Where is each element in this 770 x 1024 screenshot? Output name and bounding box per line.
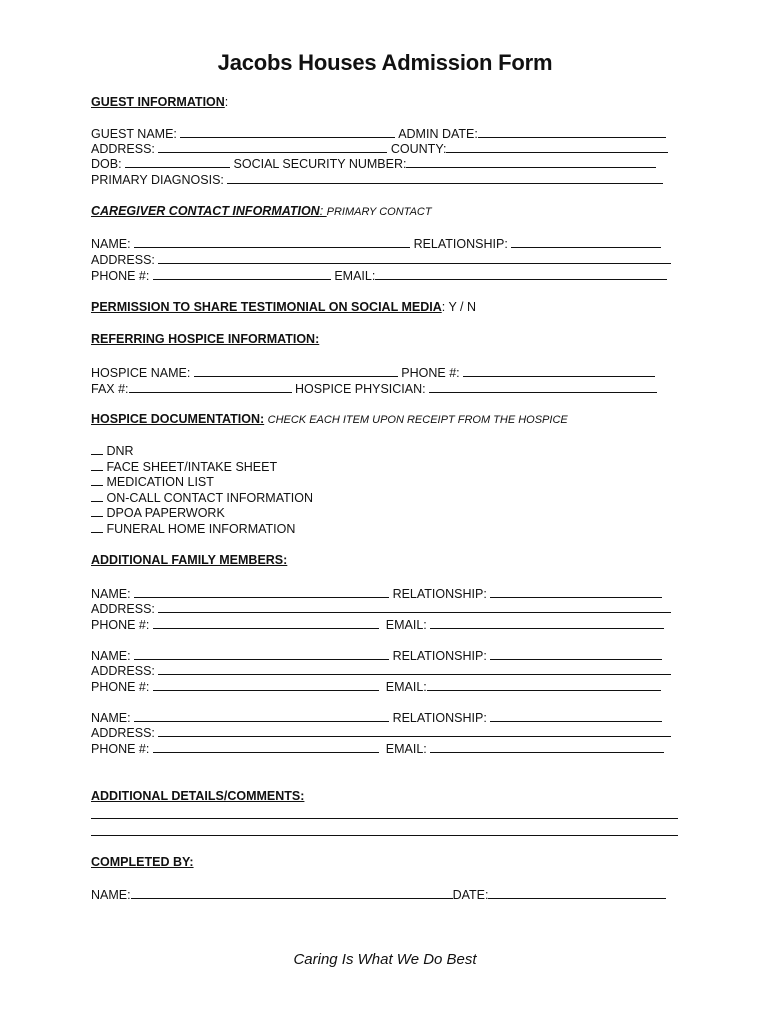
doc-item[interactable]: FACE SHEET/INTAKE SHEET	[91, 459, 277, 475]
physician-label: HOSPICE PHYSICIAN:	[295, 382, 426, 396]
caregiver-relationship-field[interactable]	[511, 236, 661, 248]
caregiver-phone-field[interactable]	[153, 268, 331, 280]
family-relationship-field[interactable]	[490, 710, 662, 722]
guest-section-header: GUEST INFORMATION:	[91, 95, 229, 109]
footer-tagline: Caring Is What We Do Best	[293, 951, 477, 968]
family-name-field[interactable]	[134, 710, 389, 722]
doc-item[interactable]: DPOA PAPERWORK	[91, 505, 225, 521]
caregiver-email-label: EMAIL:	[334, 269, 376, 283]
diagnosis-row	[91, 172, 663, 188]
guest-address-field[interactable]	[158, 141, 387, 153]
caregiver-email-field[interactable]	[375, 268, 667, 280]
dob-label: DOB:	[91, 157, 122, 171]
family-address-field[interactable]	[158, 725, 671, 737]
county-label: COUNTY:	[390, 142, 447, 156]
fax-field[interactable]	[129, 381, 292, 393]
primary-contact-note: PRIMARY CONTACT	[326, 206, 432, 218]
doc-item[interactable]: MEDICATION LIST	[91, 474, 214, 490]
checkbox-blank[interactable]	[91, 443, 103, 455]
family-address-field[interactable]	[158, 601, 671, 613]
guest-address-label: ADDRESS:	[91, 142, 155, 156]
caregiver-address-row	[91, 252, 671, 268]
family-email-field[interactable]	[430, 617, 664, 629]
family-section-header: ADDITIONAL FAMILY MEMBERS:	[91, 553, 288, 567]
caregiver-relationship-label: RELATIONSHIP:	[413, 237, 508, 251]
guest-name-label: GUEST NAME:	[91, 127, 177, 141]
caregiver-phone-label: PHONE #:	[91, 269, 150, 283]
permission-header: PERMISSION TO SHARE TESTIMONIAL ON SOCIAL MEDIA	[91, 300, 442, 314]
county-field[interactable]	[446, 141, 668, 153]
family-phone-row: PHONE #: EMAIL:	[91, 741, 664, 757]
completed-date-field[interactable]	[488, 887, 666, 899]
caregiver-phone-row	[91, 268, 667, 284]
hospice-phone-label: PHONE #:	[401, 366, 460, 380]
checkbox-blank[interactable]	[91, 521, 103, 533]
hospice-name-label: HOSPICE NAME:	[91, 366, 191, 380]
guest-address-row	[91, 141, 668, 157]
caregiver-name-field[interactable]	[134, 236, 410, 248]
hospice-name-field[interactable]	[194, 365, 398, 377]
documentation-section-header: HOSPICE DOCUMENTATION: CHECK EACH ITEM UPON RECEIPT FROM THE HOSPICE	[91, 412, 568, 426]
family-email-field[interactable]	[427, 679, 661, 691]
hospice-section-header: REFERRING HOSPICE INFORMATION:	[91, 332, 320, 346]
checkbox-blank[interactable]	[91, 505, 103, 517]
hospice-name-row	[91, 365, 655, 381]
family-name-row: NAME: RELATIONSHIP:	[91, 710, 662, 726]
guest-name-field[interactable]	[180, 126, 395, 138]
family-email-field[interactable]	[430, 741, 664, 753]
completed-row	[91, 887, 666, 903]
family-address-field[interactable]	[158, 663, 671, 675]
permission-row: PERMISSION TO SHARE TESTIMONIAL ON SOCIAL MEDIA: Y / N	[91, 300, 477, 314]
completed-section-header: COMPLETED BY:	[91, 855, 194, 869]
diagnosis-label: PRIMARY DIAGNOSIS:	[91, 173, 224, 187]
caregiver-address-label: ADDRESS:	[91, 253, 155, 267]
documentation-note: CHECK EACH ITEM UPON RECEIPT FROM THE HOSPICE	[267, 414, 568, 426]
caregiver-name-row	[91, 236, 661, 252]
completed-name-label: NAME:	[91, 888, 131, 902]
caregiver-name-label: NAME:	[91, 237, 131, 251]
completed-date-label: DATE:	[452, 888, 489, 902]
completed-name-field[interactable]	[131, 887, 453, 899]
checkbox-blank[interactable]	[91, 490, 103, 502]
family-phone-row: PHONE #: EMAIL:	[91, 617, 664, 633]
checkbox-blank[interactable]	[91, 459, 103, 471]
checkbox-blank[interactable]	[91, 474, 103, 486]
family-name-field[interactable]	[134, 648, 389, 660]
family-name-row: NAME: RELATIONSHIP:	[91, 586, 662, 602]
family-address-row: ADDRESS:	[91, 601, 671, 617]
hospice-fax-row	[91, 381, 657, 397]
family-address-row: ADDRESS:	[91, 663, 671, 679]
family-relationship-field[interactable]	[490, 586, 662, 598]
caregiver-address-field[interactable]	[158, 252, 671, 264]
family-relationship-field[interactable]	[490, 648, 662, 660]
fax-label: FAX #:	[91, 382, 129, 396]
page-title: Jacobs Houses Admission Form	[217, 50, 553, 75]
comments-line[interactable]	[91, 835, 678, 836]
admin-date-field[interactable]	[478, 126, 666, 138]
permission-options[interactable]: Y / N	[448, 300, 477, 314]
comments-line[interactable]	[91, 818, 678, 819]
family-name-row: NAME: RELATIONSHIP:	[91, 648, 662, 664]
ssn-field[interactable]	[406, 156, 656, 168]
family-phone-field[interactable]	[153, 741, 379, 753]
doc-item[interactable]: DNR	[91, 443, 134, 459]
physician-field[interactable]	[429, 381, 657, 393]
admin-date-label: ADMIN DATE:	[398, 127, 478, 141]
family-address-row: ADDRESS:	[91, 725, 671, 741]
hospice-phone-field[interactable]	[463, 365, 655, 377]
doc-item[interactable]: ON-CALL CONTACT INFORMATION	[91, 490, 313, 506]
family-phone-field[interactable]	[153, 617, 379, 629]
guest-name-row	[91, 126, 666, 142]
caregiver-section-header: CAREGIVER CONTACT INFORMATION: PRIMARY CONTACT	[91, 204, 432, 218]
comments-section-header: ADDITIONAL DETAILS/COMMENTS:	[91, 789, 305, 803]
family-phone-row: PHONE #: EMAIL:	[91, 679, 661, 695]
family-phone-field[interactable]	[153, 679, 379, 691]
diagnosis-field[interactable]	[227, 172, 663, 184]
guest-dob-row	[91, 156, 656, 172]
doc-item[interactable]: FUNERAL HOME INFORMATION	[91, 521, 295, 537]
dob-field[interactable]	[125, 156, 230, 168]
family-name-field[interactable]	[134, 586, 389, 598]
ssn-label: SOCIAL SECURITY NUMBER:	[233, 157, 407, 171]
